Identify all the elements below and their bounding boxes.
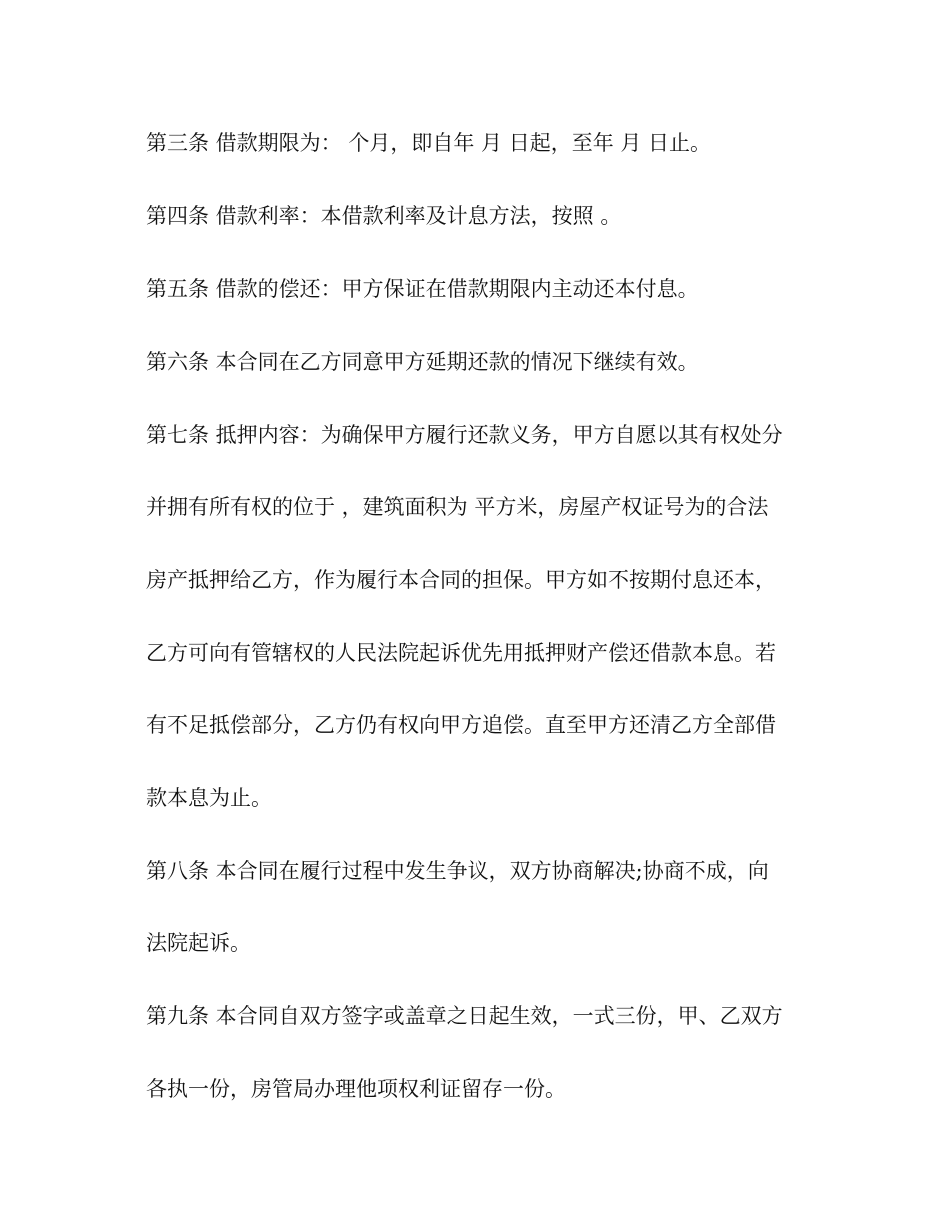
clause-7-line-2: 并拥有所有权的位于 ，建筑面积为 平方米，房屋产权证号为的合法 <box>146 495 769 519</box>
clause-7-line-6: 款本息为止。 <box>146 786 272 810</box>
clause-3-line: 第三条 借款期限为： 个月，即自年 月 日起，至年 月 日止。 <box>146 131 712 155</box>
clause-7-line-4: 乙方可向有管辖权的人民法院起诉优先用抵押财产偿还借款本息。若 <box>146 641 776 665</box>
clause-4-line: 第四条 借款利率：本借款利率及计息方法，按照 。 <box>146 204 622 228</box>
clause-5-line: 第五条 借款的偿还：甲方保证在借款期限内主动还本付息。 <box>146 277 699 301</box>
clause-7-line-1: 第七条 抵押内容：为确保甲方履行还款义务，甲方自愿以其有权处分 <box>146 423 783 447</box>
clause-8-line-2: 法院起诉。 <box>146 931 251 955</box>
clause-9-line-2: 各执一份，房管局办理他项权利证留存一份。 <box>146 1077 566 1101</box>
clause-7-line-3: 房产抵押给乙方，作为履行本合同的担保。甲方如不按期付息还本， <box>146 568 776 592</box>
clause-6-line: 第六条 本合同在乙方同意甲方延期还款的情况下继续有效。 <box>146 350 699 374</box>
clause-7-line-5: 有不足抵偿部分，乙方仍有权向甲方追偿。直至甲方还清乙方全部借 <box>146 713 776 737</box>
clause-8-line-1: 第八条 本合同在履行过程中发生争议，双方协商解决;协商不成，向 <box>146 859 769 883</box>
clause-9-line-1: 第九条 本合同自双方签字或盖章之日起生效，一式三份，甲、乙双方 <box>146 1004 783 1028</box>
